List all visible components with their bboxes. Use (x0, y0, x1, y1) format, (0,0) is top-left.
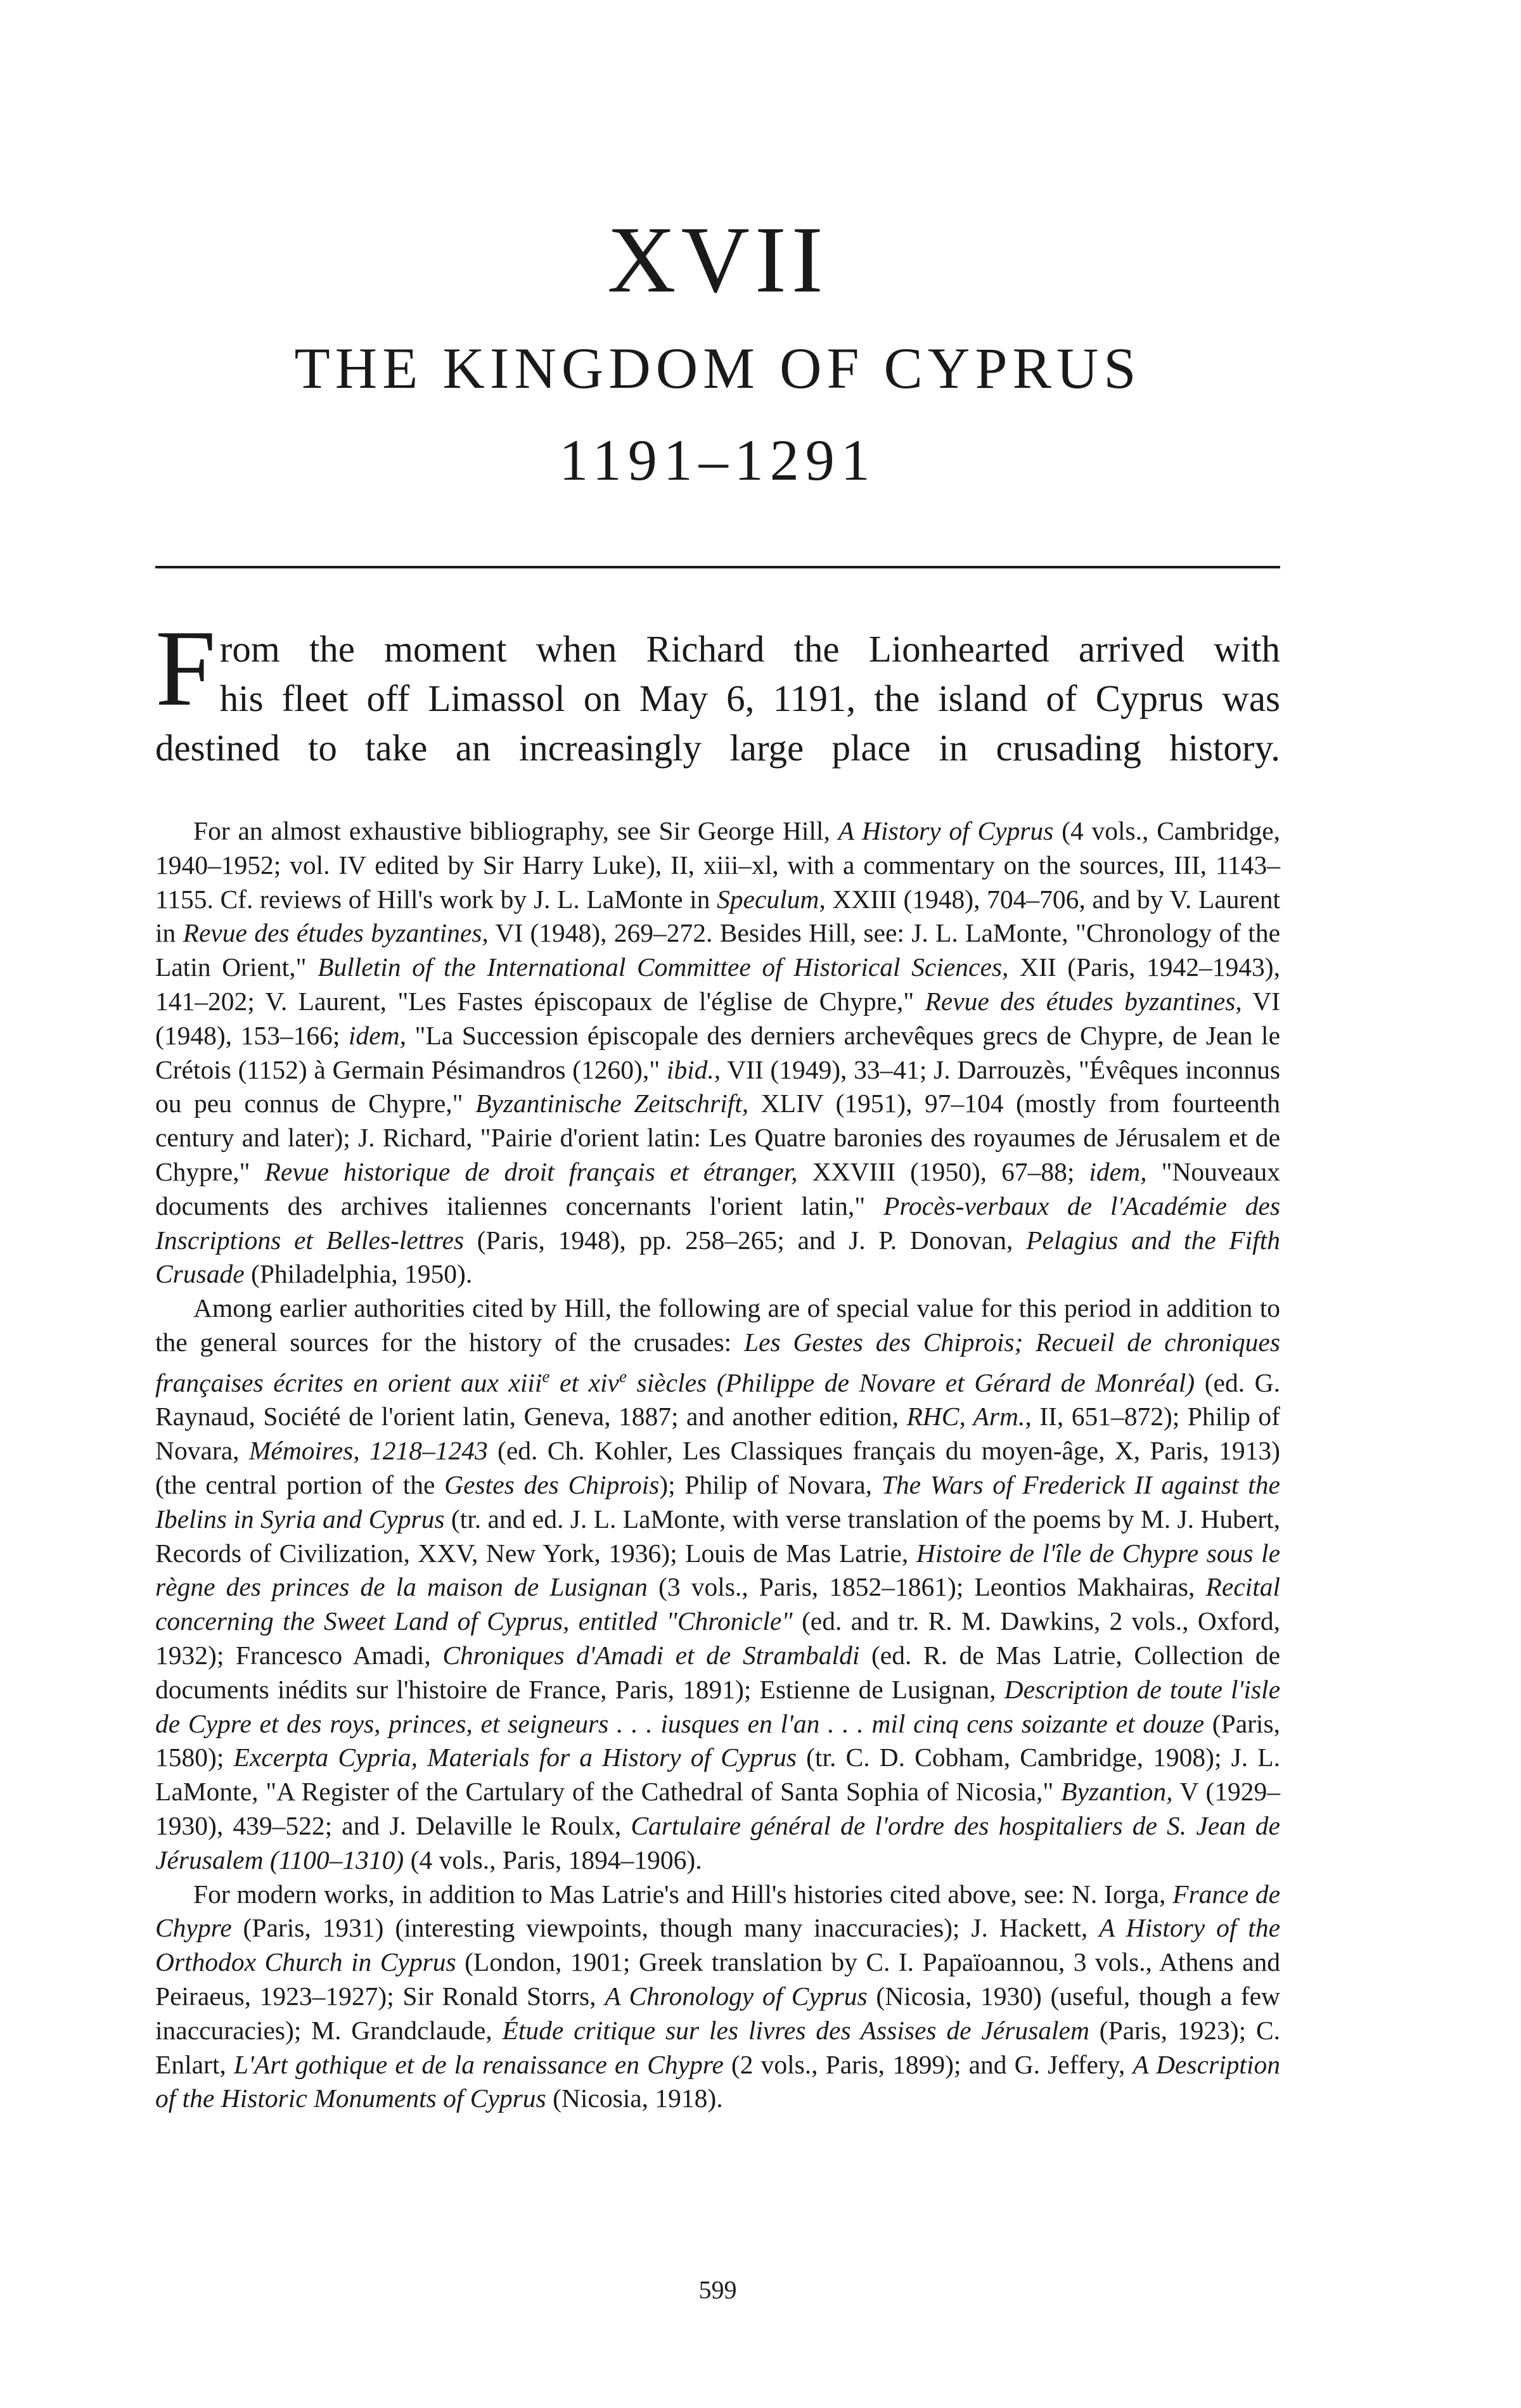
note-text: (Nicosia, 1930) (useful, though a few inaccuracies); M. Grandclaude, (155, 1981, 1287, 2045)
note-italic-text: siècles (Philippe de Novare et Gérard de Monréal) (626, 1367, 1195, 1397)
note-text: (4 vols., Cambridge, 1940–1952; vol. IV edited by Sir Harry Luke), II, xiii–xl, with a commentary on the sources, III, 1143–1155. Cf. reviews of Hill's work by J. L. LaMonte in (155, 816, 1287, 914)
note-text: (2 vols., Paris, 1899); and G. Jeffery, (723, 2049, 1133, 2079)
note-text: Among earlier authorities cited by Hill, the following are of special value for this period in addition to the general sources for the history of the crusades: (155, 1293, 1287, 1357)
note-text: VII (1949), 33–41; J. Darrouzès, "Évêques inconnus ou peu connus de Chypre," (155, 1054, 1287, 1118)
note-italic-text: Gestes des Chiprois (444, 1470, 660, 1499)
note-text: XXVIII (1950), 67–88; (797, 1156, 1089, 1186)
note-italic-text: e (542, 1366, 550, 1386)
note-text: XII (Paris, 1942–1943), 141–202; V. Laurent, "Les Fastes épiscopaux de l'église de Chypre," (155, 952, 1287, 1016)
note-italic-text: Recital concerning the Sweet Land of Cyprus, entitled "Chronicle" (155, 1572, 1287, 1636)
note-italic-text: Byzantion, (1061, 1777, 1173, 1807)
note-text: (Philadelphia, 1950). (244, 1259, 473, 1289)
drop-cap: F (155, 608, 216, 729)
note-italic-text: A History of the Orthodox Church in Cyprus (155, 1913, 1287, 1977)
note-italic-text: idem, (348, 1020, 406, 1050)
note-italic-text: A Description of the Historic Monuments of Cyprus (155, 2049, 1287, 2113)
note-italic-text: ibid., (666, 1054, 721, 1084)
note-italic-text: e (619, 1366, 627, 1386)
note-text: (London, 1901; Greek translation by C. I. Papaïoannou, 3 vols., Athens and Peiraeus, 1923–1927); Sir Ronald Storrs, (155, 1947, 1287, 2011)
note-text: V (1929–1930), 439–522; and J. Delaville le Roulx, (155, 1777, 1280, 1840)
opening-paragraph (155, 608, 1280, 772)
note-text: VI (1948), 153–166; (155, 986, 1287, 1050)
book-page (155, 0, 1287, 2408)
note-italic-text: Description de toute l'isle de Cypre et des roys, princes, et seigneurs . . . iusques en l'an . . . mil cinq cens soizante et douze (155, 1674, 1287, 1738)
note-italic-text: A History of Cyprus (838, 816, 1054, 845)
horizontal-rule (155, 566, 1280, 568)
note-text: XLIV (1951), 97–104 (mostly from fourteenth century and later); J. Richard, "Pairie d'orient latin: Les Quatre baronies des royaumes de Jérusalem et de Chypre," (155, 1089, 1287, 1186)
note-text: For modern works, in addition to Mas Latrie's and Hill's histories cited above, see: N. Iorga, (193, 1879, 1173, 1909)
note-italic-text: Les Gestes des Chiprois; Recueil de chroniques françaises écrites en orient aux xiii (155, 1327, 1287, 1397)
note-text: (tr. C. D. Cobham, Cambridge, 1908); J. L. LaMonte, "A Register of the Cartulary of the Cathedral of Santa Sophia of Nicosia," (155, 1743, 1287, 1807)
opening-line: his fleet off Limassol on May 6, 1191, the island of Cyprus was (219, 677, 1280, 719)
note-text: ); Philip of Novara, (659, 1470, 882, 1499)
note-italic-text: Pelagius and the Fifth Crusade (155, 1225, 1287, 1289)
page-number: 599 (698, 2276, 737, 2304)
note-text: "La Succession épiscopale des derniers archevêques grecs de Chypre, de Jean le Crétois (1152) à Germain Pésimandros (1260)," (155, 1020, 1287, 1084)
note-text: (4 vols., Paris, 1894–1906). (404, 1845, 702, 1874)
note-italic-text: Byzantinische Zeitschrift, (475, 1089, 749, 1118)
note-text: (3 vols., Paris, 1852–1861); Leontios Makhairas, (647, 1572, 1206, 1602)
note-text: (Paris, 1923); C. Enlart, (155, 2015, 1287, 2079)
note-italic-text: The Wars of Frederick II against the Ibelins in Syria and Cyprus (155, 1470, 1287, 1534)
chapter-dates: 1191–1291 (559, 428, 876, 492)
note-italic-text: Mémoires, 1218–1243 (248, 1436, 488, 1466)
note-paragraph (155, 1878, 1287, 2117)
note-text: (ed. Ch. Kohler, Les Classiques français du moyen-âge, X, Paris, 1913) (the central portion of the (155, 1436, 1287, 1499)
note-italic-text: Chroniques d'Amadi et de Strambaldi (442, 1640, 860, 1670)
note-italic-text: Histoire de l'île de Chypre sous le règne des princes de la maison de Lusignan (155, 1538, 1287, 1602)
note-italic-text: Revue des études byzantines, (183, 918, 489, 948)
opening-line: destined to take an increasingly large place in crusading history. (155, 727, 1280, 769)
note-text: (Paris, 1948), pp. 258–265; and J. P. Donovan, (464, 1225, 1027, 1255)
note-italic-text: Bulletin of the International Committee of Historical Sciences, (318, 952, 1009, 982)
note-italic-text: RHC, Arm., (906, 1402, 1032, 1431)
chapter-number: XVII (607, 207, 828, 312)
note-italic-text: A Chronology of Cyprus (605, 1981, 868, 2011)
note-paragraph (155, 814, 1287, 1291)
bibliographic-note (155, 814, 1287, 2116)
note-text: (Nicosia, 1918). (546, 2084, 723, 2113)
note-text: (Paris, 1931) (interesting viewpoints, though many inaccuracies); J. Hackett, (231, 1913, 1100, 1943)
note-italic-text: L'Art gothique et de la renaissance en Chypre (233, 2049, 724, 2079)
note-italic-text: Speculum, (717, 884, 826, 914)
note-text: (ed. and tr. R. M. Dawkins, 2 vols., Oxford, 1932); Francesco Amadi, (155, 1606, 1287, 1670)
note-text: For an almost exhaustive bibliography, see Sir George Hill, (193, 816, 838, 845)
note-text: XXIII (1948), 704–706, and by V. Laurent in (155, 884, 1287, 948)
chapter-title: THE KINGDOM OF CYPRUS (294, 336, 1141, 400)
note-italic-text: Procès-verbaux de l'Académie des Inscriptions et Belles-lettres (155, 1191, 1287, 1255)
note-italic-text: idem, (1089, 1156, 1147, 1186)
note-text: (ed. R. de Mas Latrie, Collection de documents inédits sur l'histoire de France, Paris, 1891); Estienne de Lusignan, (155, 1640, 1287, 1704)
note-text: II, 651–872); Philip of Novara, (155, 1402, 1287, 1466)
note-text: VI (1948), 269–272. Besides Hill, see: J. L. LaMonte, "Chronology of the Latin Orient," (155, 918, 1287, 982)
note-text: (Paris, 1580); (155, 1708, 1287, 1772)
note-italic-text: France de Chypre (155, 1879, 1287, 1943)
note-italic-text: et xiv (549, 1367, 619, 1397)
note-paragraph (155, 1291, 1287, 1877)
note-italic-text: Excerpta Cypria, Materials for a History of Cyprus (233, 1743, 797, 1772)
note-italic-text: Cartulaire général de l'ordre des hospitaliers de S. Jean de Jérusalem (1100–1310) (155, 1810, 1287, 1874)
note-text: (tr. and ed. J. L. LaMonte, with verse translation of the poems by M. J. Hubert, Records of Civilization, XXV, New York, 1936); Louis de Mas Latrie, (155, 1504, 1287, 1568)
note-italic-text: Étude critique sur les livres des Assises de Jérusalem (502, 2015, 1089, 2045)
opening-line: rom the moment when Richard the Lionhearted arrived with (219, 628, 1280, 670)
note-italic-text: Revue des études byzantines, (925, 986, 1242, 1016)
note-text: (ed. G. Raynaud, Société de l'orient latin, Geneva, 1887; and another edition, (155, 1367, 1287, 1431)
note-italic-text: Revue historique de droit français et étranger, (264, 1156, 798, 1186)
note-text: "Nouveaux documents des archives italiennes concernants l'orient latin," (155, 1156, 1287, 1220)
